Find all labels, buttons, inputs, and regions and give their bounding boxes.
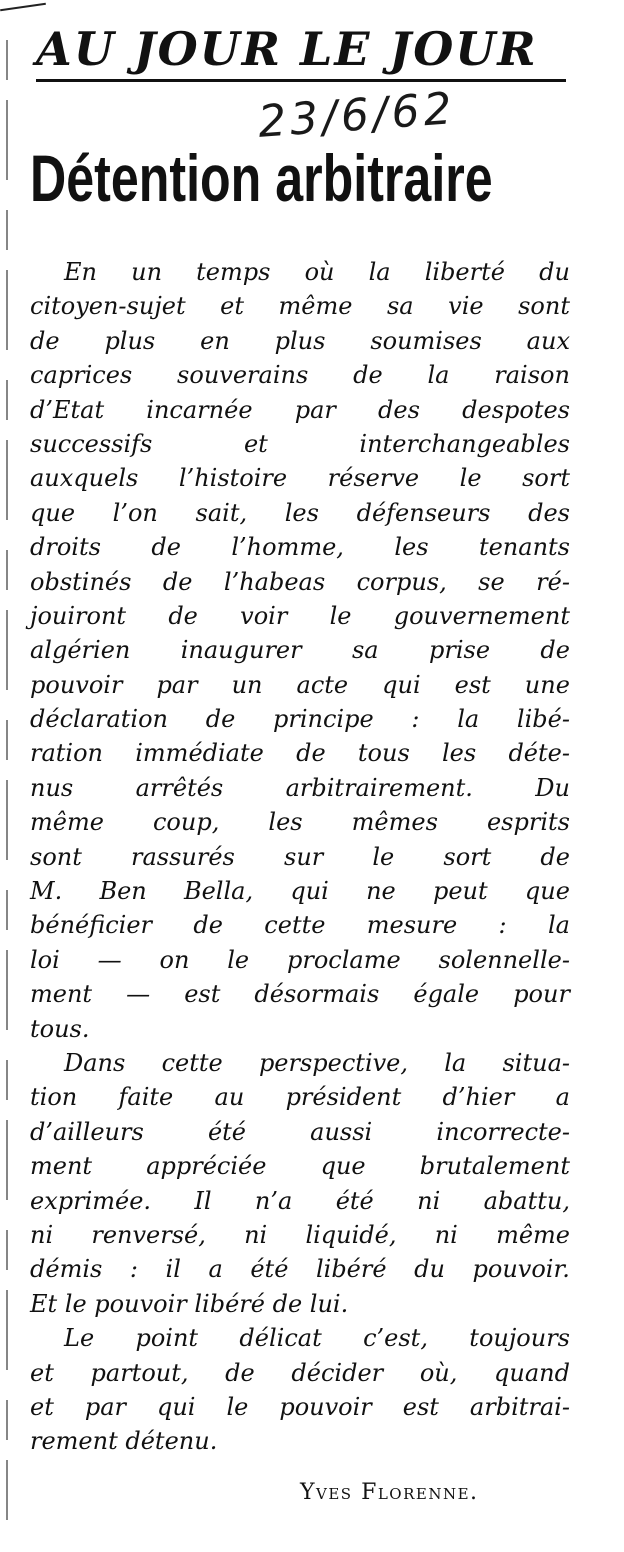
article-line: pouvoir par un acte qui est une <box>30 670 570 699</box>
article-line: nus arrêtés arbitrairement. Du <box>30 773 570 802</box>
article-line: d’Etat incarnée par des despotes <box>30 395 570 424</box>
article-line: Et le pouvoir libéré de lui. <box>30 1289 349 1318</box>
article-line: Le point délicat c’est, toujours <box>64 1324 570 1353</box>
article-body <box>30 255 570 1459</box>
author-signature: Yves Florenne. <box>300 1480 479 1505</box>
article-line: algérien inaugurer sa prise de <box>30 636 570 665</box>
article-line: M. Ben Bella, qui ne peut que <box>30 877 570 906</box>
article-line: déclaration de principe : la libé- <box>30 705 570 734</box>
rubric-underline <box>36 79 566 82</box>
article-line: tion faite au président d’hier a <box>30 1083 570 1112</box>
article-line: Dans cette perspective, la situa- <box>64 1048 570 1077</box>
article-line: loi — on le proclame solennelle- <box>30 945 570 974</box>
article-line: successifs et interchangeables <box>30 429 570 458</box>
column-rubric: AU JOUR LE JOUR <box>36 22 538 76</box>
article-line: auxquels l’histoire réserve le sort <box>30 464 570 493</box>
article-line: même coup, les mêmes esprits <box>30 808 570 837</box>
article-line: ration immédiate de tous les déte- <box>30 739 570 768</box>
article-line: que l’on sait, les défenseurs des <box>30 498 570 527</box>
article-line: droits de l’homme, les tenants <box>30 533 570 562</box>
article-line: rement détenu. <box>30 1427 218 1456</box>
article-line: ni renversé, ni liquidé, ni même <box>30 1220 570 1249</box>
article-line: et par qui le pouvoir est arbitrai- <box>30 1392 570 1421</box>
article-line: d’ailleurs été aussi incorrecte- <box>30 1117 570 1146</box>
article-line: sont rassurés sur le sort de <box>30 842 570 871</box>
article-line: tous. <box>30 1014 90 1043</box>
handwritten-date: 23/6/62 <box>256 83 458 148</box>
article-line: et partout, de décider où, quand <box>30 1358 570 1387</box>
article-line: caprices souverains de la raison <box>30 361 570 390</box>
article-line: de plus en plus soumises aux <box>30 326 570 355</box>
article-line: En un temps où la liberté du <box>64 258 570 286</box>
article-line: citoyen-sujet et même sa vie sont <box>30 292 570 321</box>
article-line: jouiront de voir le gouvernement <box>30 601 570 630</box>
article-line: ment — est désormais égale pour <box>30 980 570 1009</box>
article-line: bénéficier de cette mesure : la <box>30 911 570 940</box>
article-line: exprimée. Il n’a été ni abattu, <box>30 1186 570 1215</box>
clipping-corner-mark <box>0 3 46 11</box>
article-headline: Détention arbitraire <box>30 141 493 215</box>
article-line: démis : il a été libéré du pouvoir. <box>30 1255 570 1284</box>
article-line: ment appréciée que brutalement <box>30 1152 570 1181</box>
clipping-left-edge <box>6 40 8 1520</box>
article-line: obstinés de l’habeas corpus, se ré- <box>30 567 570 596</box>
